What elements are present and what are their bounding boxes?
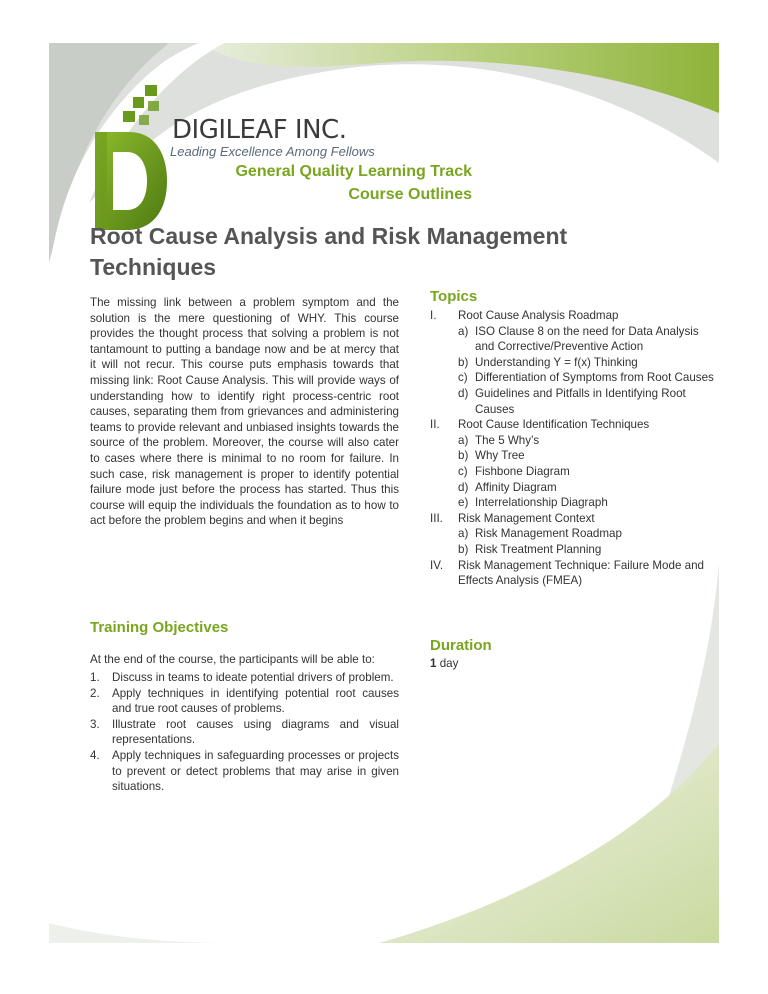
subitem-text: ISO Clause 8 on the need for Data Analysis and Corrective/Preventive Action [475, 324, 699, 354]
training-objectives-heading: Training Objectives [90, 619, 229, 636]
objective-text: Discuss in teams to ideate potential drivers of problem. [112, 671, 394, 684]
subitem-letter: a) [458, 527, 469, 541]
course-description: The missing link between a problem symptom and the solution is the mere questioning of WHY. This course provides the thought process that solving a problem is not tantamount to putting a bandage now and be at mercy that it will not recur. This course puts emphasis towards that missing link: Root Cause Analysis. This will provide ways of understanding how to identify right process-centric root causes, separating them from grievances and administering teams to provide relevant and unbiased insights towards the source of the problem. Moreover, the course will also cater to cases where there is minimal to no room for failure. In such case, risk management is proper to identify potential failure mode just before the process has started. Thus this course will equip the individuals the foundation as to how to act before the problem begins and when it begins [90, 296, 399, 528]
topics-list [430, 308, 719, 589]
logo-square [133, 97, 144, 108]
topic-subitem [430, 386, 719, 417]
course-outline-page [49, 43, 719, 943]
objective-text: Illustrate root causes using diagrams and visual representations. [112, 717, 399, 747]
topic-number: II. [430, 418, 440, 432]
subitem-text: The 5 Why’s [475, 433, 540, 447]
topic-subitem [430, 526, 719, 542]
topics-heading: Topics [430, 288, 478, 305]
logo-square [123, 111, 135, 122]
topic-subitem [430, 495, 719, 511]
topic-subitem [430, 324, 719, 355]
subitem-letter: a) [458, 433, 469, 447]
subitem-text: Risk Management Roadmap [475, 527, 622, 541]
track-title: General Quality Learning Track [235, 163, 472, 180]
topic-subitem [430, 433, 719, 449]
subitem-text: Affinity Diagram [475, 480, 557, 494]
topic-title: Root Cause Analysis Roadmap [458, 309, 619, 322]
objective-item [90, 748, 399, 795]
duration-unit: day [439, 657, 459, 670]
duration-heading: Duration [430, 637, 492, 654]
duration-value [430, 657, 458, 670]
objectives-intro: At the end of the course, the participants will be able to: [90, 653, 375, 666]
course-outlines-label: Course Outlines [348, 186, 472, 203]
digileaf-logo [93, 85, 169, 235]
subitem-letter: b) [458, 355, 469, 369]
topic-title: Risk Management Context [458, 511, 595, 525]
logo-d-letterform [93, 130, 169, 232]
objective-number: 3. [90, 717, 100, 731]
topic-title: Root Cause Identification Techniques [458, 418, 650, 432]
subitem-text: Fishbone Diagram [475, 464, 570, 478]
topic-subitem [430, 542, 719, 558]
topic-section [430, 558, 719, 589]
subitem-text: Why Tree [475, 449, 525, 463]
topic-subitem [430, 464, 719, 480]
topic-number: III. [430, 511, 443, 525]
subitem-text: Interrelationship Diagraph [475, 496, 608, 510]
subitem-text: Differentiation of Symptoms from Root Causes [475, 371, 714, 385]
topic-subitem [430, 480, 719, 496]
topic-subitem [430, 448, 719, 464]
topic-title: Risk Management Technique: Failure Mode and Effects Analysis (FMEA) [458, 558, 704, 588]
subitem-letter: a) [458, 324, 469, 338]
subitem-text: Risk Treatment Planning [475, 542, 602, 556]
topic-subitem [430, 355, 719, 371]
topic-subitem [430, 370, 719, 386]
subitem-text: Guidelines and Pitfalls in Identifying Root Causes [475, 386, 686, 416]
company-name: DIGILEAF INC. [172, 115, 347, 145]
objective-text: Apply techniques in identifying potential root causes and true root causes of problems. [112, 686, 399, 716]
course-title: Root Cause Analysis and Risk Management Techniques [90, 223, 568, 280]
company-tagline: Leading Excellence Among Fellows [170, 144, 375, 159]
topic-section [430, 417, 719, 433]
objective-number: 2. [90, 686, 100, 700]
topic-section [430, 511, 719, 527]
topic-number: I. [430, 309, 437, 322]
objective-number: 1. [90, 671, 100, 684]
topic-section [430, 308, 719, 324]
subitem-letter: d) [458, 386, 469, 400]
topic-number: IV. [430, 558, 444, 572]
logo-square [148, 101, 159, 111]
logo-square [145, 85, 157, 96]
objective-item [90, 670, 399, 686]
objective-item [90, 686, 399, 717]
objective-number: 4. [90, 748, 100, 762]
subitem-letter: c) [458, 371, 468, 385]
objective-text: Apply techniques in safeguarding processes or projects to prevent or detect problems that may arise in given situations. [112, 748, 399, 794]
subitem-letter: e) [458, 496, 469, 510]
subitem-letter: b) [458, 449, 469, 463]
objective-item [90, 717, 399, 748]
subitem-letter: b) [458, 542, 469, 556]
subitem-letter: d) [458, 480, 469, 494]
subitem-letter: c) [458, 464, 468, 478]
subitem-text: Understanding Y = f(x) Thinking [475, 355, 638, 369]
objectives-list [90, 670, 399, 795]
duration-number: 1 [430, 657, 437, 670]
logo-square [139, 115, 149, 125]
